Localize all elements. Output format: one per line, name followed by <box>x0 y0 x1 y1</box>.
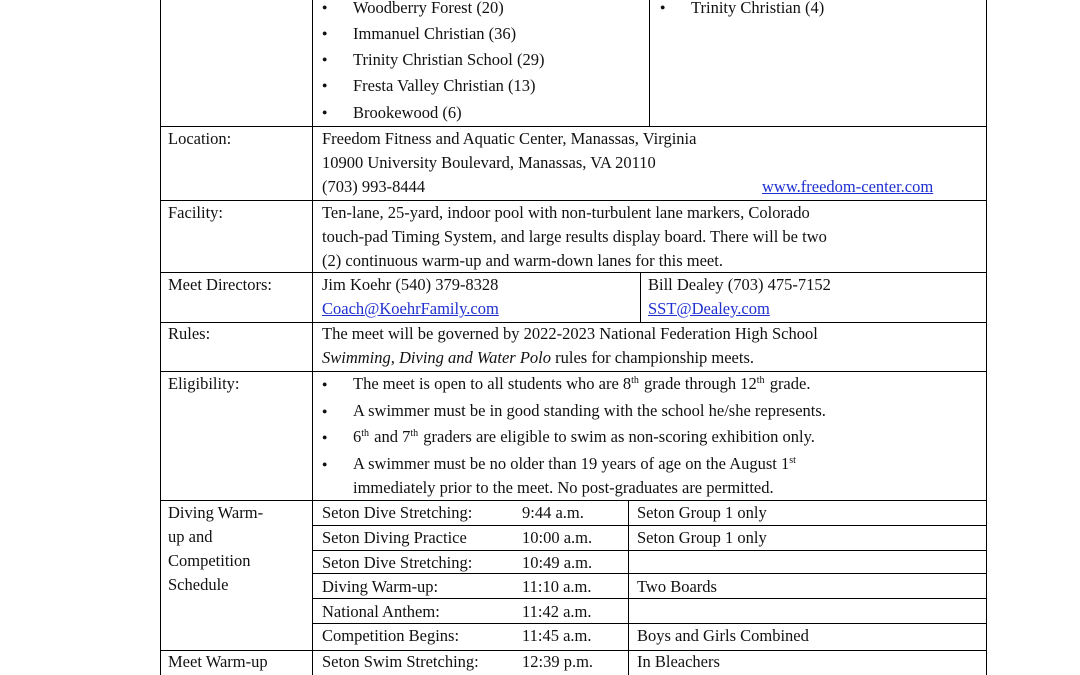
diving-label: Diving Warm- <box>168 503 264 522</box>
director-name: Jim Koehr (540) 379-8328 <box>322 275 499 294</box>
superscript: th <box>631 375 639 386</box>
schedule-note: Seton Group 1 only <box>637 503 767 522</box>
schedule-event: Seton Swim Stretching: <box>322 652 479 671</box>
text: and 7 <box>370 427 411 446</box>
schedule-time: 9:44 a.m. <box>522 503 584 522</box>
schedule-event: Competition Begins: <box>322 626 460 645</box>
school-item: Woodberry Forest (20) <box>353 0 504 17</box>
bullet-icon: ● <box>660 2 666 12</box>
facility-text: Ten-lane, 25-yard, indoor pool with non-turbulent lane markers, Colorado <box>322 203 810 222</box>
bullet-icon: ● <box>322 459 328 469</box>
location-address: 10900 University Boulevard, Manassas, VA 20110 <box>322 153 656 172</box>
schedule-time: 11:45 a.m. <box>522 626 592 645</box>
facility-label: Facility: <box>168 203 223 222</box>
facility-text: touch-pad Timing System, and large results display board. There will be two <box>322 227 827 246</box>
text: 6 <box>353 427 362 446</box>
director-name: Bill Dealey (703) 475-7152 <box>648 275 831 294</box>
rules-label: Rules: <box>168 324 211 343</box>
director-email-link[interactable]: Coach@KoehrFamily.com <box>322 299 499 318</box>
grid-line <box>160 126 987 127</box>
school-item: Trinity Christian (4) <box>691 0 825 17</box>
eligibility-item <box>353 456 797 473</box>
school-item: Trinity Christian School (29) <box>353 50 545 69</box>
location-label: Location: <box>168 129 232 148</box>
diving-label: up and <box>168 527 213 546</box>
eligibility-item: A swimmer must be in good standing with the school he/she represents. <box>353 401 826 420</box>
grid-line <box>160 500 987 501</box>
grid-line <box>160 200 987 201</box>
schedule-note: Two Boards <box>637 577 717 596</box>
schedule-time: 10:00 a.m. <box>522 528 593 547</box>
diving-label: Competition <box>168 551 251 570</box>
schedule-time: 12:39 p.m. <box>522 652 594 671</box>
rules-text <box>322 350 754 367</box>
school-item: Fresta Valley Christian (13) <box>353 76 536 95</box>
schedule-event: National Anthem: <box>322 602 440 621</box>
location-website-link[interactable]: www.freedom-center.com <box>762 177 934 196</box>
grid-line <box>312 550 987 551</box>
schedule-event: Seton Dive Stretching: <box>322 503 473 522</box>
eligibility-item <box>353 376 810 393</box>
schedule-note: Seton Group 1 only <box>637 528 767 547</box>
grid-line <box>649 0 650 126</box>
bullet-icon: ● <box>322 107 328 117</box>
bullet-icon: ● <box>322 379 328 389</box>
grid-line <box>160 650 987 651</box>
superscript: th <box>410 428 419 439</box>
superscript: st <box>789 455 796 466</box>
bullet-icon: ● <box>322 2 328 12</box>
grid-line <box>160 322 987 323</box>
bullet-icon: ● <box>322 432 328 442</box>
schedule-event: Seton Dive Stretching: <box>322 553 473 572</box>
eligibility-item-cont: immediately prior to the meet. No post-graduates are permitted. <box>353 478 774 497</box>
schedule-time: 11:10 a.m. <box>522 577 592 596</box>
schedule-note: In Bleachers <box>637 652 720 671</box>
bullet-icon: ● <box>322 406 328 416</box>
eligibility-label: Eligibility: <box>168 374 240 393</box>
school-item: Brookewood (6) <box>353 103 462 122</box>
schedule-event: Seton Diving Practice <box>322 528 467 547</box>
eligibility-item <box>353 429 815 446</box>
grid-line <box>312 623 987 624</box>
text: grade. <box>765 374 811 393</box>
text: grade through 12 <box>639 374 757 393</box>
location-venue: Freedom Fitness and Aquatic Center, Manassas, Virginia <box>322 129 697 148</box>
diving-label: Schedule <box>168 575 229 594</box>
text: The meet is open to all students who are 8 <box>353 374 632 393</box>
rules-text: The meet will be governed by 2022-2023 National Federation High School <box>322 324 818 343</box>
grid-line <box>160 0 161 675</box>
grid-line <box>312 573 987 574</box>
grid-line <box>312 598 987 599</box>
grid-line <box>640 272 641 322</box>
schedule-event: Diving Warm-up: <box>322 577 439 596</box>
text: A swimmer must be no older than 19 years of age on the August 1 <box>353 454 790 473</box>
director-email-link[interactable]: SST@Dealey.com <box>648 299 770 318</box>
text: graders are eligible to swim as non-scoring exhibition only. <box>419 427 815 446</box>
meet-warmup-label: Meet Warm-up <box>168 652 268 671</box>
schedule-note: Boys and Girls Combined <box>637 626 809 645</box>
grid-line <box>312 525 987 526</box>
bullet-icon: ● <box>322 80 328 90</box>
location-phone: (703) 993-8444 <box>322 177 426 196</box>
directors-label: Meet Directors: <box>168 275 273 294</box>
superscript: th <box>361 428 370 439</box>
school-item: Immanuel Christian (36) <box>353 24 517 43</box>
grid-line <box>160 371 987 372</box>
grid-line <box>628 500 629 675</box>
facility-text: (2) continuous warm-up and warm-down lanes for this meet. <box>322 251 723 270</box>
bullet-icon: ● <box>322 54 328 64</box>
superscript: th <box>756 375 765 386</box>
schedule-time: 11:42 a.m. <box>522 602 592 621</box>
rules-text-rest: rules for championship meets. <box>551 348 755 367</box>
rules-title-italic: Swimming, Diving and Water Polo <box>322 348 552 367</box>
grid-line <box>160 272 987 273</box>
bullet-icon: ● <box>322 28 328 38</box>
schedule-time: 10:49 a.m. <box>522 553 593 572</box>
